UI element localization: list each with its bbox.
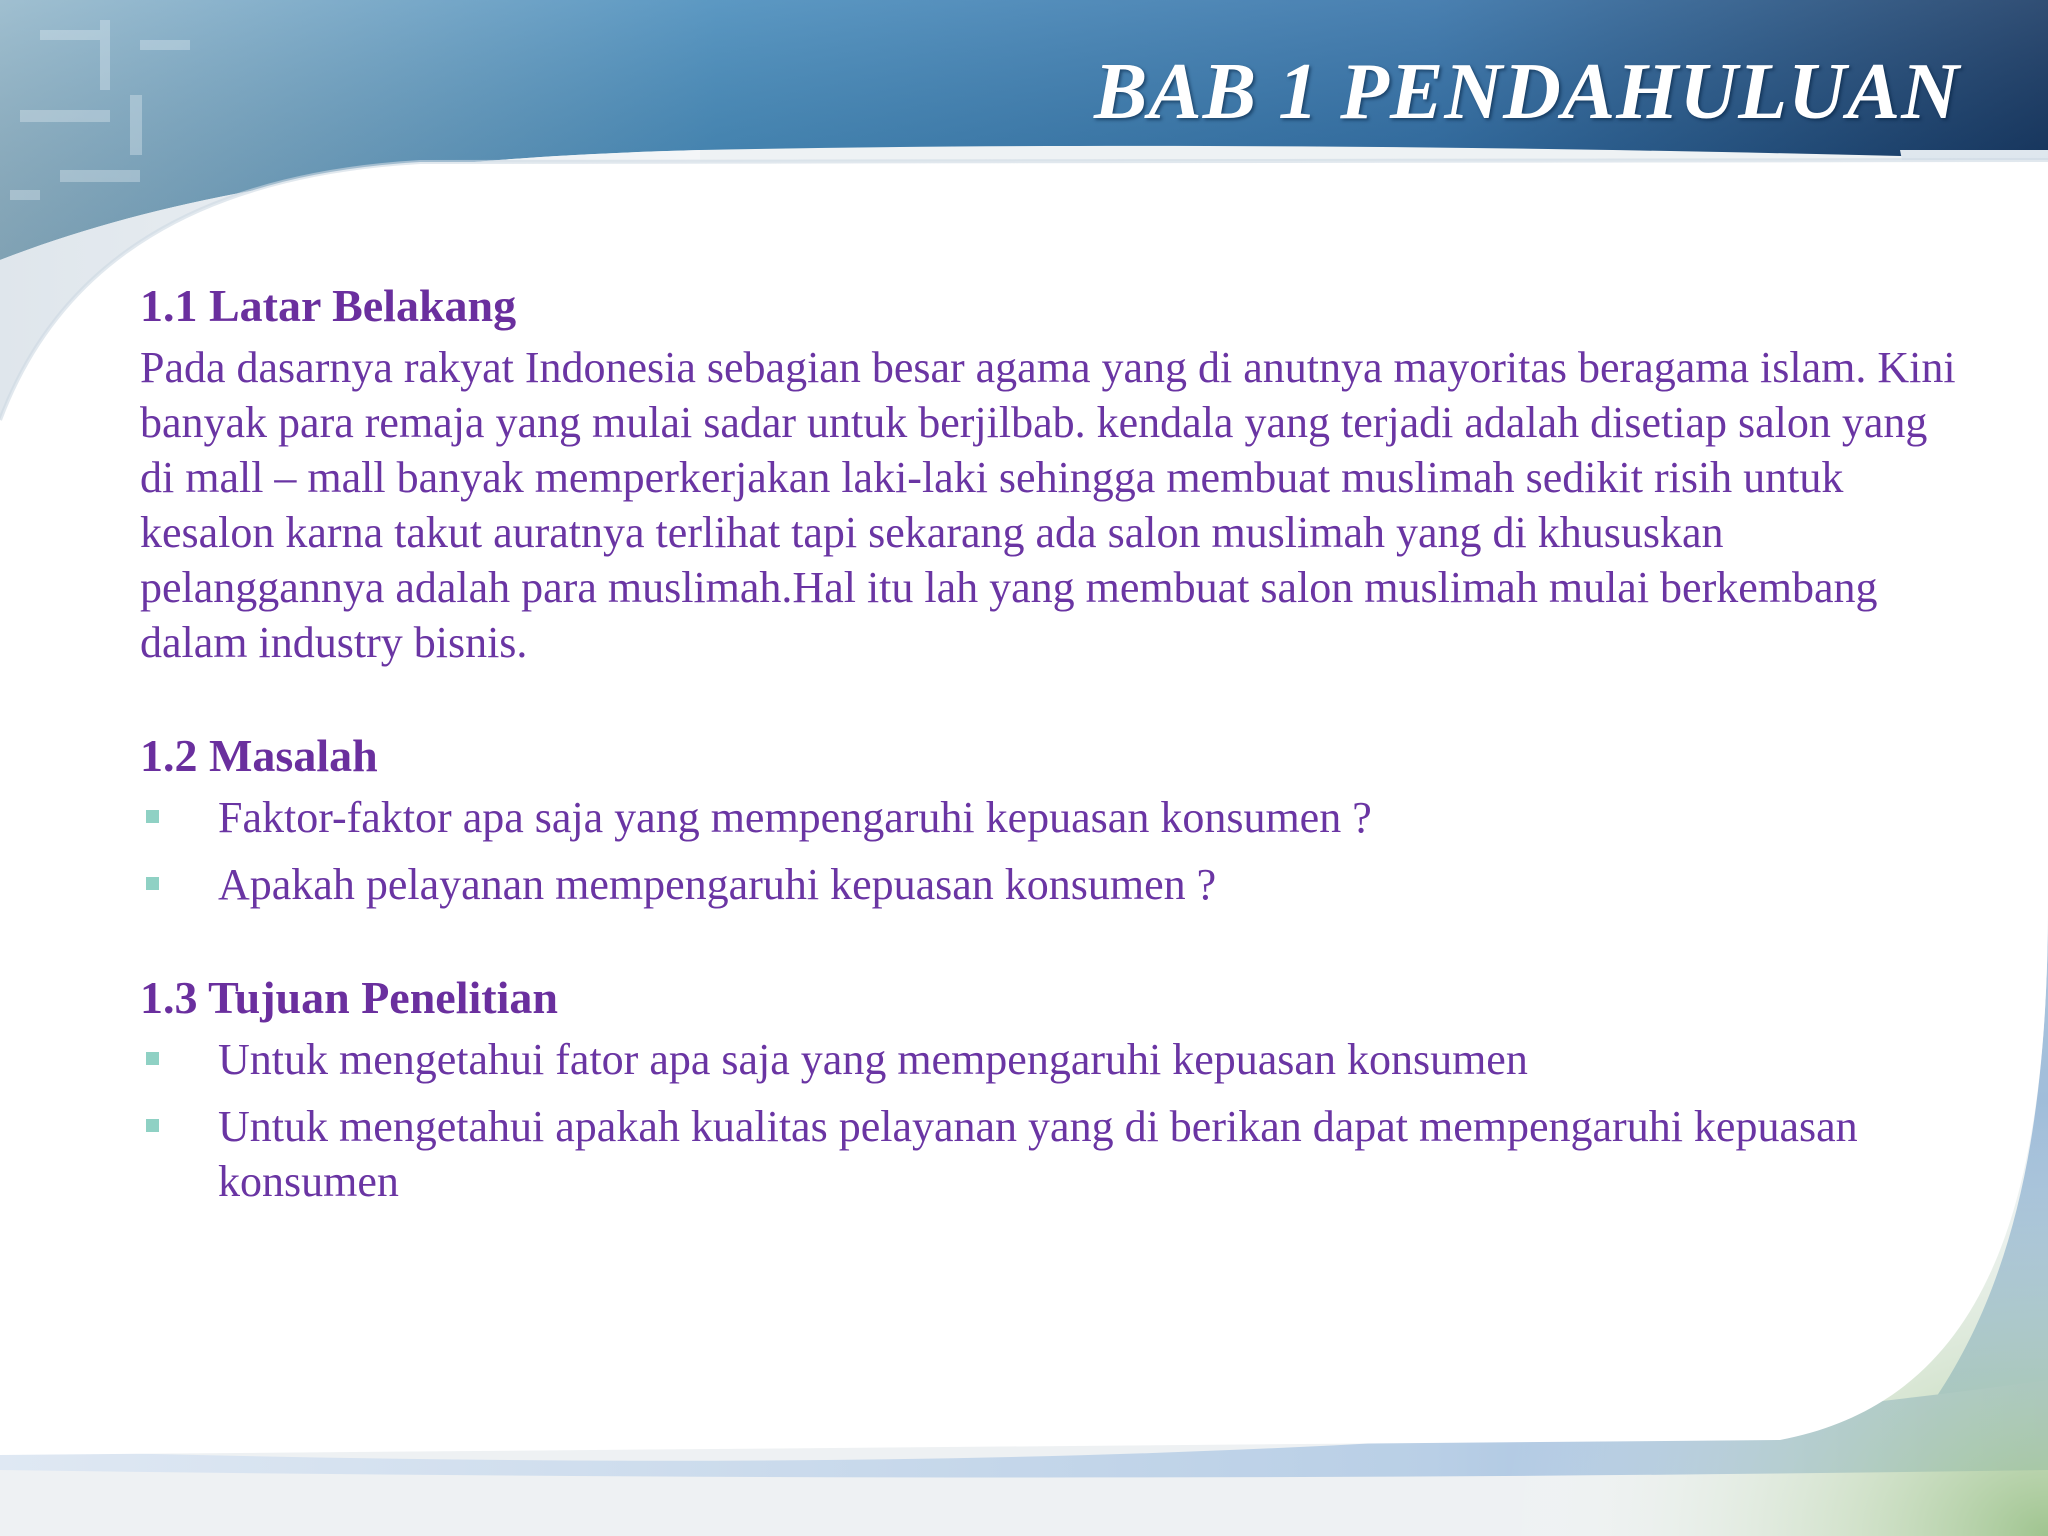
square-bullet-icon [146,1119,159,1132]
bullet-text: Untuk mengetahui fator apa saja yang mempengaruhi kepuasan konsumen [218,1035,1528,1084]
bullet-item [140,1032,1960,1087]
section-tujuan-penelitian [140,970,1960,1209]
section-latar-belakang [140,278,1960,670]
bullet-text: Faktor-faktor apa saja yang mempengaruhi kepuasan konsumen ? [218,793,1372,842]
bullet-list [140,1032,1960,1209]
slide-content [140,278,1960,1267]
bullet-item [140,1099,1960,1209]
bullet-text: Apakah pelayanan mempengaruhi kepuasan konsumen ? [218,860,1217,909]
bullet-text: Untuk mengetahui apakah kualitas pelayanan yang di berikan dapat mempengaruhi kepuasan konsumen [218,1102,1858,1206]
square-bullet-icon [146,1052,159,1065]
section-heading: 1.3 Tujuan Penelitian [140,972,558,1023]
bullet-list [140,790,1960,912]
section-masalah [140,728,1960,912]
slide-title: BAB 1 PENDAHULUAN [1094,48,1960,136]
bullet-item [140,857,1960,912]
section-heading: 1.2 Masalah [140,730,378,781]
section-heading: 1.1 Latar Belakang [140,280,517,331]
square-bullet-icon [146,810,159,823]
section-paragraph: Pada dasarnya rakyat Indonesia sebagian besar agama yang di anutnya mayoritas beragama islam. Kini banyak para remaja yang mulai sadar untuk berjilbab. kendala yang terjadi adalah disetiap salon yang di mall – mall banyak memperkerjakan laki-laki sehingga membuat muslimah sedikit risih untuk kesalon karna takut auratnya terlihat tapi sekarang ada salon muslimah yang di khususkan pelanggannya adalah para muslimah.Hal itu lah yang membuat salon muslimah mulai berkembang dalam industry bisnis. [140,343,1956,667]
square-bullet-icon [146,877,159,890]
bullet-item [140,790,1960,845]
